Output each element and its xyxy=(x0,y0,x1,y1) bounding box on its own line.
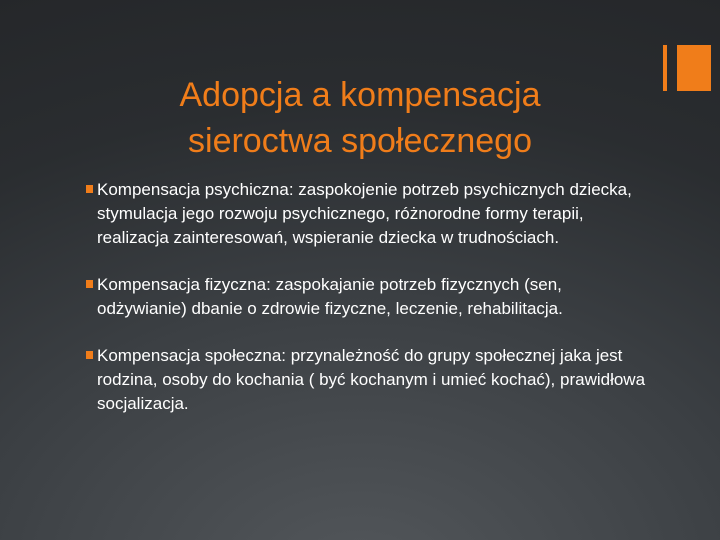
accent-bar-thin xyxy=(663,45,667,91)
title-line-1: Adopcja a kompensacja xyxy=(179,76,541,114)
orange-bracket-icon xyxy=(663,45,711,91)
bullet-text: Kompensacja fizyczna: zaspokajanie potrzeb fizycznych (sen, odżywianie) dbanie o zdrowie fizyczne, leczenie, rehabilitacja. xyxy=(97,275,563,318)
title-line-2: sieroctwa społecznego xyxy=(188,122,532,160)
slide-title xyxy=(120,72,600,164)
square-bullet-icon xyxy=(86,280,93,288)
bullet-text: Kompensacja społeczna: przynależność do grupy społecznej jaka jest rodzina, osoby do kochania ( być kochanym i umieć kochać), prawidłowa socjalizacja. xyxy=(97,346,646,413)
bullet-list xyxy=(86,178,656,439)
list-item xyxy=(86,178,656,250)
bullet-text: Kompensacja psychiczna: zaspokojenie potrzeb psychicznych dziecka, stymulacja jego rozwoju psychicznego, różnorodne formy terapii, realizacja zainteresowań, wspieranie dziecka w trudnościach. xyxy=(97,180,632,247)
square-bullet-icon xyxy=(86,351,93,359)
square-bullet-icon xyxy=(86,185,93,193)
accent-bar-thick xyxy=(677,45,711,91)
list-item xyxy=(86,344,656,416)
list-item xyxy=(86,273,656,321)
